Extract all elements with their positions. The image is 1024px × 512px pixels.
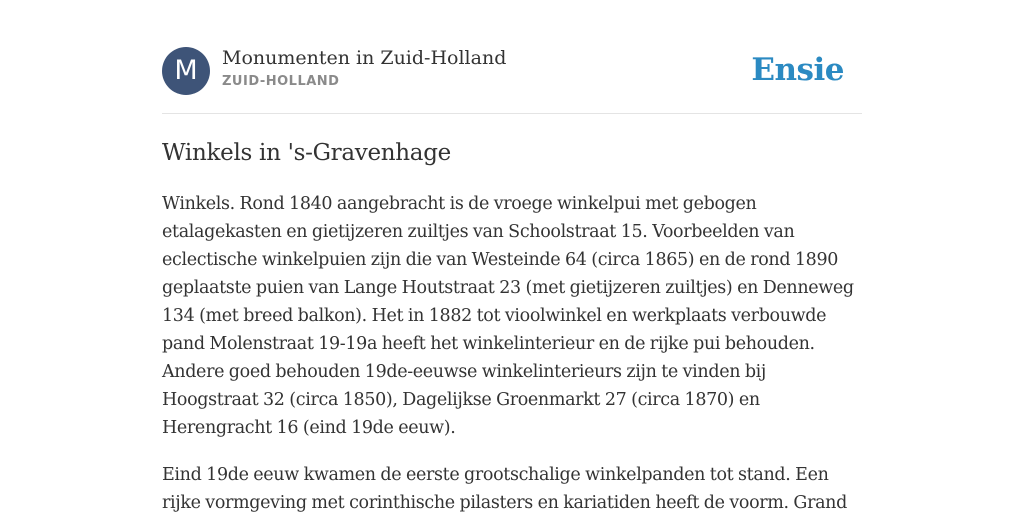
article-paragraph: Eind 19de eeuw kwamen de eerste grootschalige winkelpanden tot stand. Een rijke vormgeving met corinthische pilasters en kariatiden heeft de voorm. Grand bbox=[162, 465, 847, 512]
ensie-logo[interactable]: Ensie bbox=[751, 52, 844, 88]
site-title[interactable]: Monumenten in Zuid-Holland bbox=[222, 47, 507, 69]
site-header bbox=[162, 46, 862, 96]
article-body bbox=[162, 190, 862, 512]
article-paragraph: Winkels. Rond 1840 aangebracht is de vroege winkelpui met gebogen etalagekasten en gietijzeren zuiltjes van Schoolstraat 15. Voorbeelden van eclectische winkelpuien zijn die van Westeinde 64 (circa 1865) en de rond 1890 geplaatste puien van Lange Houtstraat 23 (met gietijzeren zuiltjes) en Denneweg 134 (met breed balkon). Het in 1882 tot vioolwinkel en werkplaats verbouwde pand Molenstraat 19-19a heeft het winkelinterieur en de rijke pui behouden. Andere goed behouden 19de-eeuwse winkelinterieurs zijn te vinden bij Hoogstraat 32 (circa 1850), Dagelijkse Groenmarkt 27 (circa 1870) en Herengracht 16 (eind 19de eeuw). bbox=[162, 194, 854, 438]
avatar[interactable]: M bbox=[162, 47, 210, 95]
article-title: Winkels in 's-Gravenhage bbox=[162, 140, 451, 166]
header-divider bbox=[162, 113, 862, 114]
site-subtitle: ZUID-HOLLAND bbox=[222, 74, 340, 89]
